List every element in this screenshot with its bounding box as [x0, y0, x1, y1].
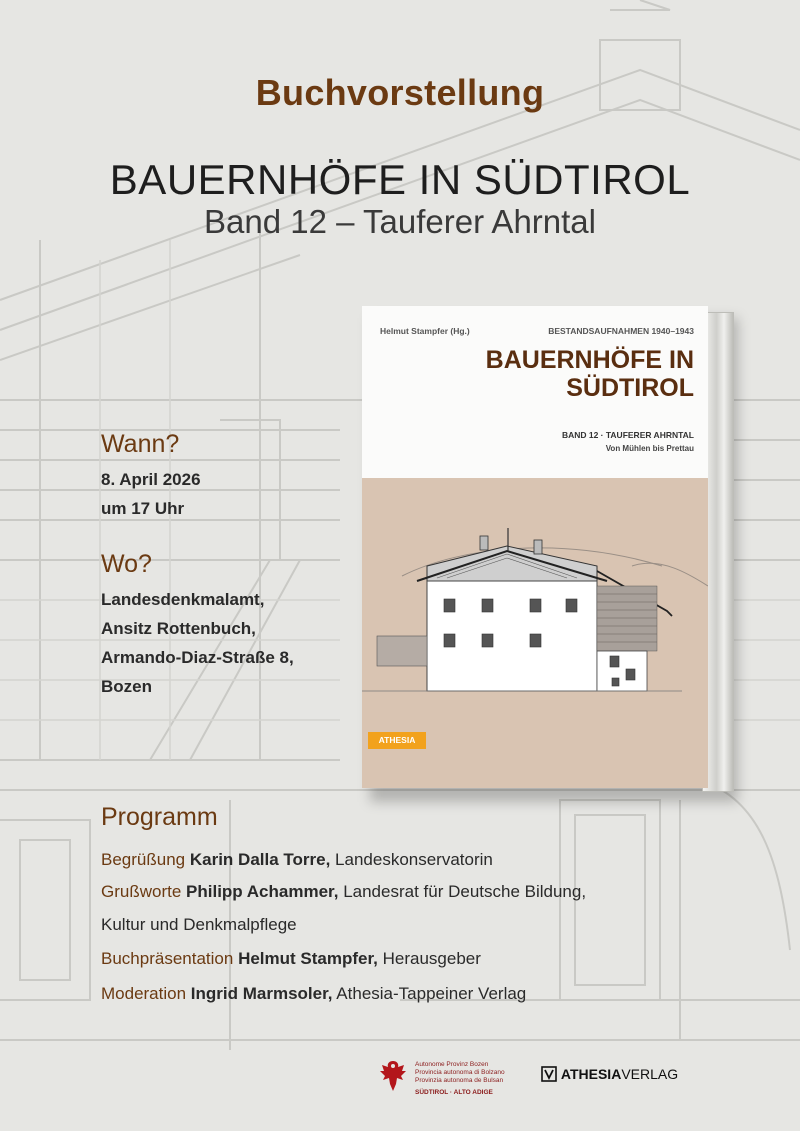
- program-item-greeting: [101, 850, 493, 870]
- eagle-coat-of-arms-icon: [378, 1058, 408, 1094]
- when-time: um 17 Uhr: [101, 499, 185, 518]
- book-title: BAUERNHÖFE IN SÜDTIROL: [109, 156, 691, 203]
- program-item-presentation: [101, 949, 481, 969]
- cover-title-line-2: SÜDTIROL: [566, 374, 694, 402]
- book-cover: [362, 306, 708, 788]
- province-line-2: Provincia autonoma di Bolzano: [415, 1069, 505, 1076]
- program-role: Buchpräsentation: [101, 949, 234, 968]
- program-item-continuation: Kultur und Denkmalpflege: [101, 915, 297, 934]
- cover-title: [394, 346, 694, 402]
- program-role: Begrüßung: [101, 850, 186, 869]
- athesia-mark-icon: [541, 1066, 557, 1082]
- program-person: Karin Dalla Torre,: [189, 850, 331, 869]
- publisher-logo: [541, 1066, 678, 1082]
- publisher-name-bold: ATHESIA: [560, 1066, 622, 1082]
- book-subtitle: Band 12 – Tauferer Ahrntal: [203, 203, 596, 240]
- event-kicker: Buchvorstellung: [255, 72, 545, 113]
- where-line-1: Landesdenkmalamt,: [101, 590, 265, 609]
- cover-publisher-logo: ATHESIA: [368, 732, 426, 749]
- program-person-title: Athesia-Tappeiner Verlag: [336, 984, 527, 1003]
- where-heading: Wo?: [101, 550, 152, 578]
- program-person: Ingrid Marmsoler,: [190, 984, 333, 1003]
- where-line-2: Ansitz Rottenbuch,: [101, 619, 256, 638]
- cover-subtitle: Von Mühlen bis Prettau: [605, 444, 694, 453]
- program-role: Moderation: [101, 984, 187, 1003]
- program-person-title: Landesrat für Deutsche Bildung,: [343, 882, 587, 901]
- province-line-1: Autonome Provinz Bozen: [415, 1061, 489, 1068]
- where-line-3: Armando-Diaz-Straße 8,: [101, 648, 294, 667]
- where-line-4: Bozen: [101, 677, 152, 696]
- program-person-title: Herausgeber: [382, 949, 481, 968]
- program-item-welcome-words: [101, 882, 586, 902]
- program-person: Helmut Stampfer,: [238, 949, 378, 968]
- publisher-name-rest: VERLAG: [621, 1066, 679, 1082]
- program-heading: Programm: [101, 803, 218, 831]
- program-item-moderation: [101, 984, 526, 1004]
- when-date: 8. April 2026: [101, 470, 201, 489]
- province-logo: [378, 1058, 505, 1099]
- cover-title-line-1: BAUERNHÖFE IN: [485, 346, 694, 374]
- program-person-title: Landeskonservatorin: [335, 850, 493, 869]
- book-image: [362, 306, 734, 796]
- cover-series: BESTANDSAUFNAHMEN 1940–1943: [548, 326, 694, 336]
- program-role: Grußworte: [101, 882, 182, 901]
- province-tag: SÜDTIROL · ALTO ADIGE: [415, 1089, 493, 1096]
- cover-band: BAND 12 · TAUFERER AHRNTAL: [561, 430, 694, 440]
- program-person: Philipp Achammer,: [186, 882, 339, 901]
- cover-author: Helmut Stampfer (Hg.): [380, 326, 470, 336]
- when-heading: Wann?: [101, 430, 180, 458]
- farmhouse-illustration-icon: [362, 506, 708, 706]
- province-line-3: Provinzia autonoma de Bulsan: [415, 1077, 504, 1084]
